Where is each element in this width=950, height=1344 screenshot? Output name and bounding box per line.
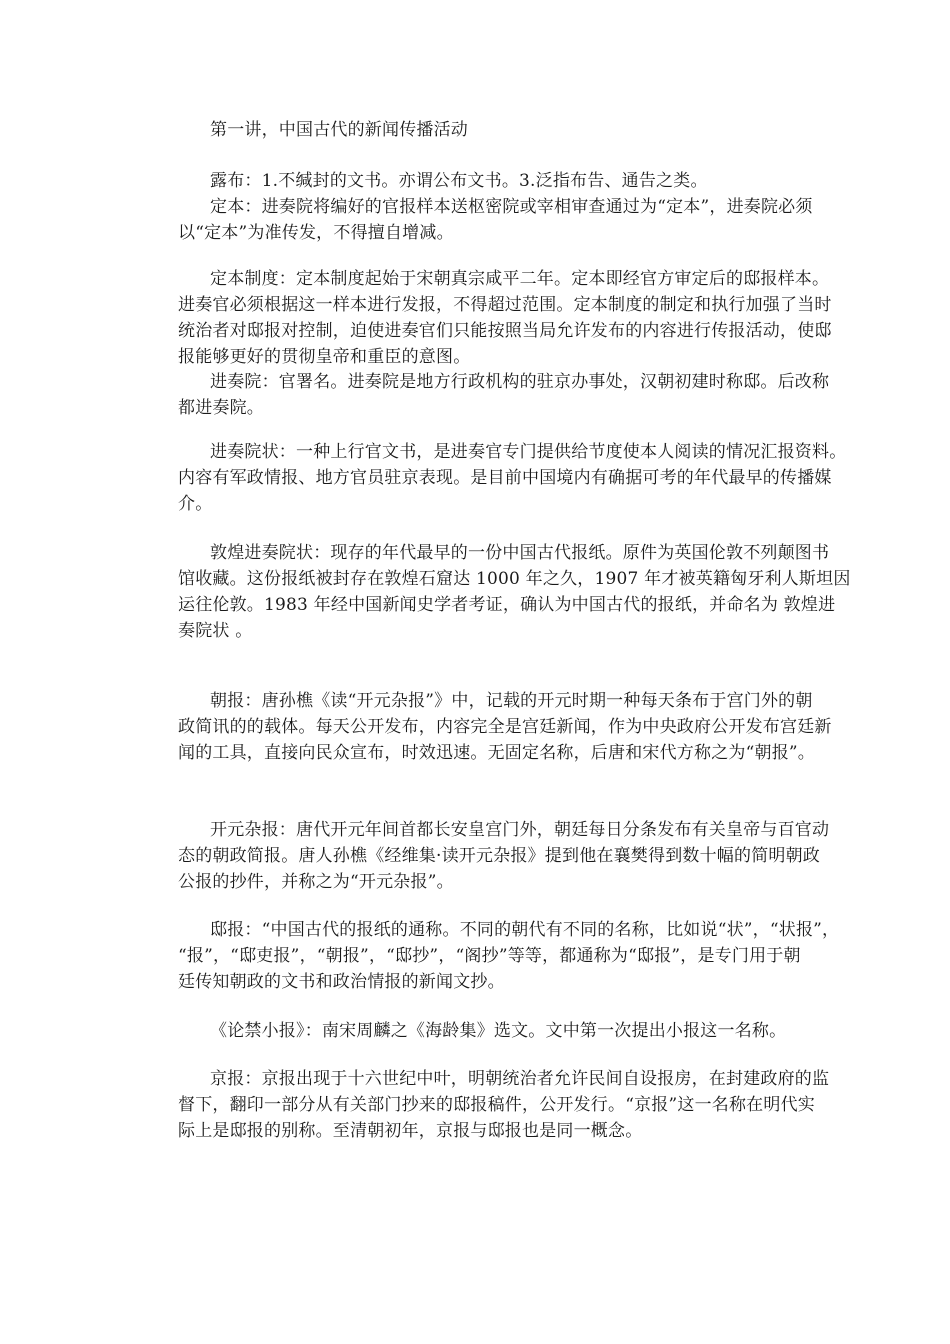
paragraph-dunhuang-line-4: 奏院状 。 — [178, 621, 253, 641]
paragraph-jingbao-line-2: 督下，翻印一部分从有关部门抄来的邸报稿件，公开发行。“京报”这一名称在明代实 — [178, 1095, 815, 1115]
paragraph-dunhuang-line-1: 敦煌进奏院状：现存的年代最早的一份中国古代报纸。原件为英国伦敦不列颠图书 — [210, 543, 830, 563]
paragraph-lunjin-line-1: 《论禁小报》：南宋周麟之《海龄集》选文。文中第一次提出小报这一名称。 — [210, 1021, 787, 1041]
paragraph-dingben-zhidu-line-1: 定本制度：定本制度起始于宋朝真宗咸平二年。定本即经官方审定后的邸报样本。 — [210, 269, 830, 289]
paragraph-dingben-line-1: 定本：进奏院将编好的官报样本送枢密院或宰相审查通过为“定本”，进奏院必须 — [210, 197, 813, 217]
paragraph-chaobao-line-1: 朝报：唐孙樵《读“开元杂报”》中，记载的开元时期一种每天条布于宫门外的朝 — [210, 691, 813, 711]
paragraph-jinzouyuanzhuang-line-3: 介。 — [178, 494, 213, 514]
paragraph-dingben-zhidu-line-2: 进奏官必须根据这一样本进行发报，不得超过范围。定本制度的制定和执行加强了当时 — [178, 295, 832, 315]
paragraph-kaiyuan-line-1: 开元杂报：唐代开元年间首都长安皇宫门外，朝廷每日分条发布有关皇帝与百官动 — [210, 820, 830, 840]
paragraph-dibao-line-3: 廷传知朝政的文书和政治情报的新闻文抄。 — [178, 972, 505, 992]
paragraph-dunhuang-line-3: 运往伦敦。1983 年经中国新闻史学者考证，确认为中国古代的报纸，并命名为 敦煌进 — [178, 595, 836, 615]
paragraph-dunhuang-line-2: 馆收藏。这份报纸被封存在敦煌石窟达 1000 年之久，1907 年才被英籍匈牙利人斯坦因 — [178, 569, 851, 589]
paragraph-jingbao-line-1: 京报：京报出现于十六世纪中叶，明朝统治者允许民间自设报房，在封建政府的监 — [210, 1069, 830, 1089]
paragraph-jingbao-line-3: 际上是邸报的别称。至清朝初年，京报与邸报也是同一概念。 — [178, 1121, 643, 1141]
paragraph-chaobao-line-2: 政简讯的的载体。每天公开发布，内容完全是宫廷新闻，作为中央政府公开发布宫廷新 — [178, 717, 832, 737]
paragraph-jinzouyuan-line-2: 都进奏院。 — [178, 398, 264, 418]
paragraph-dibao-line-2: “报”，“邸吏报”，“朝报”，“邸抄”，“阁抄”等等，都通称为“邸报”，是专门用于朝 — [178, 946, 801, 966]
paragraph-kaiyuan-line-2: 态的朝政简报。唐人孙樵《经维集·读开元杂报》提到他在襄樊得到数十幅的简明朝政 — [178, 846, 821, 866]
paragraph-kaiyuan-line-3: 公报的抄件，并称之为“开元杂报”。 — [178, 872, 454, 892]
paragraph-dibao-line-1: 邸报：“中国古代的报纸的通称。不同的朝代有不同的名称，比如说“状”，“状报”， — [210, 920, 840, 940]
paragraph-dingben-zhidu-line-4: 报能够更好的贯彻皇帝和重臣的意图。 — [178, 347, 471, 367]
paragraph-lubu-line-1: 露布：1.不缄封的文书。亦谓公布文书。3.泛指布告、通告之类。 — [210, 171, 708, 191]
paragraph-jinzouyuanzhuang-line-1: 进奏院状：一种上行官文书，是进奏官专门提供给节度使本人阅读的情况汇报资料。 — [210, 442, 847, 462]
document-title: 第一讲，中国古代的新闻传播活动 — [210, 120, 468, 140]
paragraph-jinzouyuan-line-1: 进奏院：官署名。进奏院是地方行政机构的驻京办事处，汉朝初建时称邸。后改称 — [210, 372, 830, 392]
paragraph-jinzouyuanzhuang-line-2: 内容有军政情报、地方官员驻京表现。是目前中国境内有确据可考的年代最早的传播媒 — [178, 468, 832, 488]
paragraph-dingben-line-2: 以“定本”为准传发，不得擅自增减。 — [178, 223, 454, 243]
paragraph-chaobao-line-3: 闻的工具，直接向民众宣布，时效迅速。无固定名称，后唐和宋代方称之为“朝报”。 — [178, 743, 815, 763]
paragraph-dingben-zhidu-line-3: 统治者对邸报对控制，迫使进奏官们只能按照当局允许发布的内容进行传报活动，使邸 — [178, 321, 832, 341]
